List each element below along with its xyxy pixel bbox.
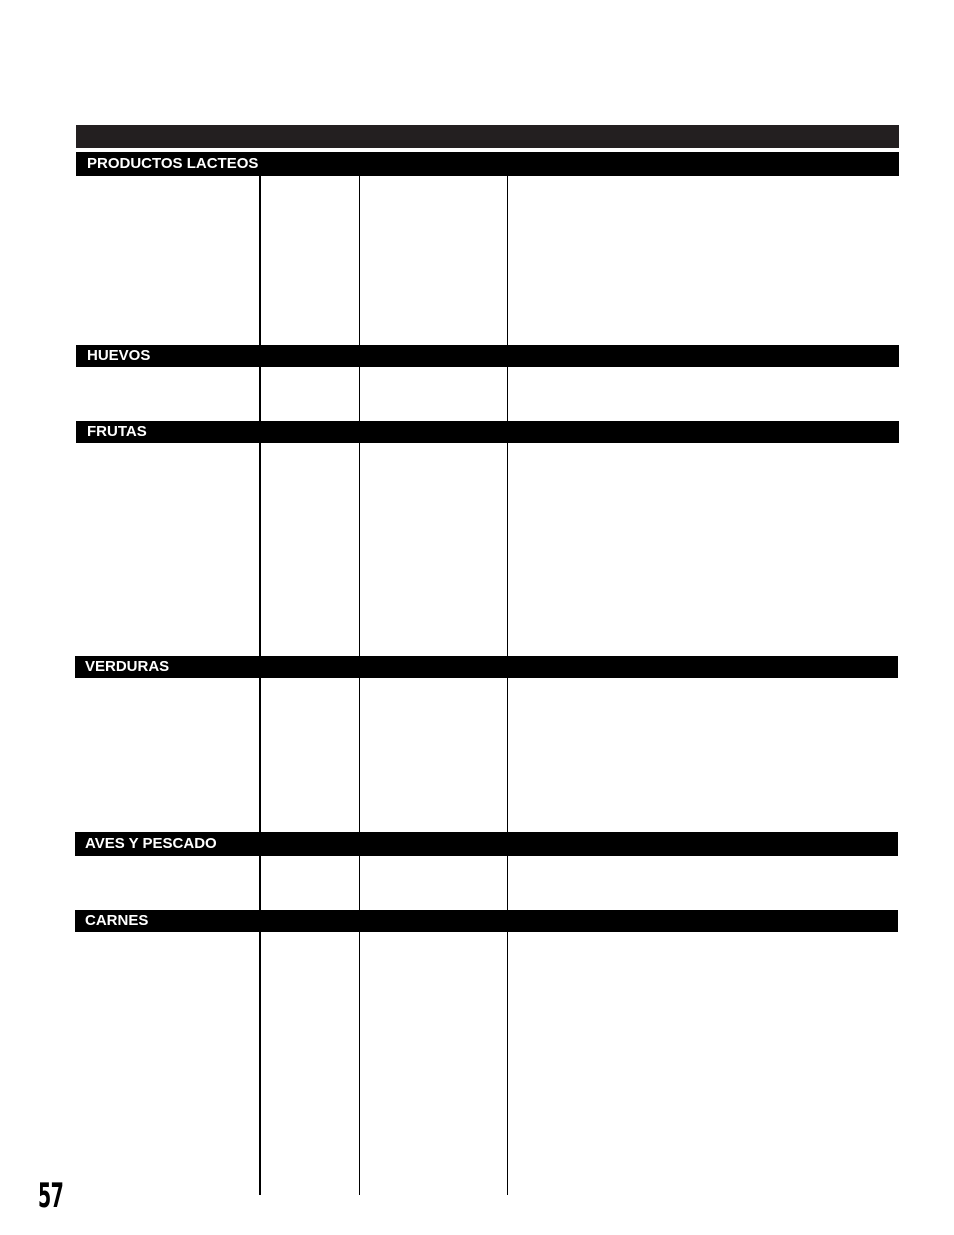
column-divider-3 [507, 176, 508, 1195]
section-header-carnes: CARNES [75, 910, 898, 932]
section-header-aves-y-pescado: AVES Y PESCADO [75, 832, 898, 856]
column-divider-2 [359, 176, 360, 1195]
table-title-bar [76, 125, 899, 148]
section-header-frutas: FRUTAS [76, 421, 899, 443]
section-header-verduras: VERDURAS [75, 656, 898, 678]
column-divider-1 [259, 176, 261, 1195]
page-number: 57 [38, 1176, 64, 1216]
section-header-huevos: HUEVOS [76, 345, 899, 367]
section-header-productos-lacteos: PRODUCTOS LACTEOS [76, 152, 899, 176]
